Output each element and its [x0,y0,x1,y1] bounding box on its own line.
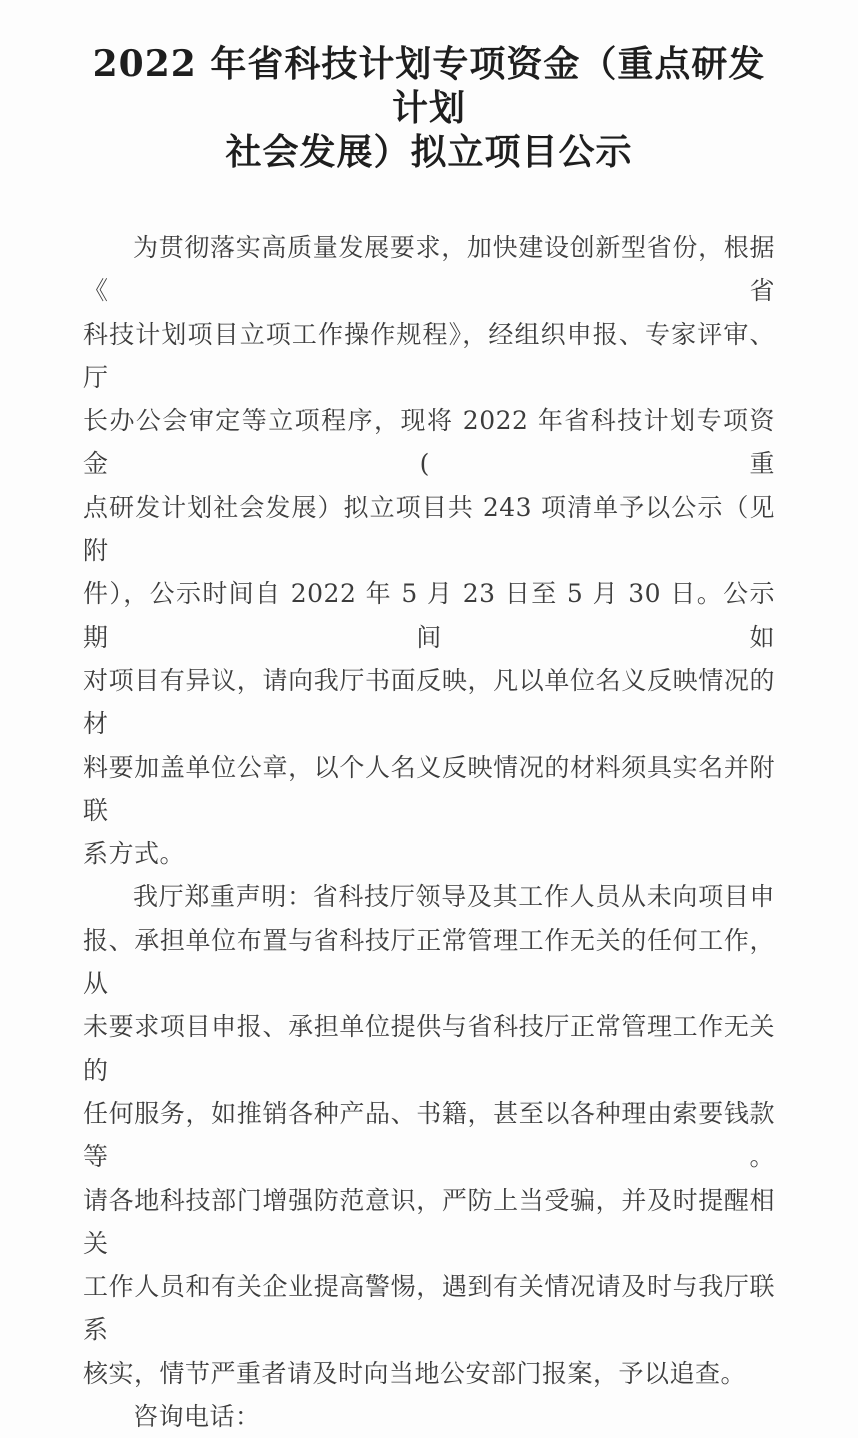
body-line: 未要求项目申报、承担单位提供与省科技厅正常管理工作无关的 [83,1012,775,1085]
document-body [83,226,775,1438]
body-line: 为贯彻落实高质量发展要求，加快建设创新型省份，根据《省 [83,233,775,306]
body-line: 料要加盖单位公章，以个人名义反映情况的材料须具实名并附联 [83,752,775,825]
body-line: 长办公会审定等立项程序，现将 2022 年省科技计划专项资金( 重 [83,406,775,479]
paragraph-statement [83,875,775,1395]
paragraph-announcement [83,226,775,875]
document-title [79,42,779,174]
body-line: 系方式。 [83,839,186,869]
body-line: 件），公示时间自 2022 年 5 月 23 日至 5 月 30 日。公示期间如 [83,579,775,652]
title-line-1: 2022 年省科技计划专项资金（重点研发计划 [92,43,766,129]
body-line: 报、承担单位布置与省科技厅正常管理工作无关的任何工作，从 [83,925,775,999]
body-line: 对项目有异议，请向我厅书面反映，凡以单位名义反映情况的材 [83,665,775,739]
body-line: 我厅郑重声明：省科技厅领导及其工作人员从未向项目申 [133,882,775,912]
title-line-2: 社会发展）拟立项目公示 [225,131,633,173]
body-line: 科技计划项目立项工作操作规程》，经组织申报、专家评审、厅 [83,319,775,392]
body-line: 请各地科技部门增强防范意识，严防上当受骗，并及时提醒相关 [83,1185,775,1258]
body-line: 点研发计划社会发展）拟立项目共 243 项清单予以公示（见附 [83,492,775,566]
paragraph-contact [83,1395,775,1438]
body-line: 任何服务，如推销各种产品、书籍，甚至以各种理由索要钱款等。 [83,1098,775,1172]
body-line: 工作人员和有关企业提高警惕，遇到有关情况请及时与我厅联系 [83,1272,775,1345]
body-line: 核实，情节严重者请及时向当地公安部门报案，予以追查。 [83,1358,747,1388]
contact-phone-label: 咨询电话： [133,1402,261,1432]
